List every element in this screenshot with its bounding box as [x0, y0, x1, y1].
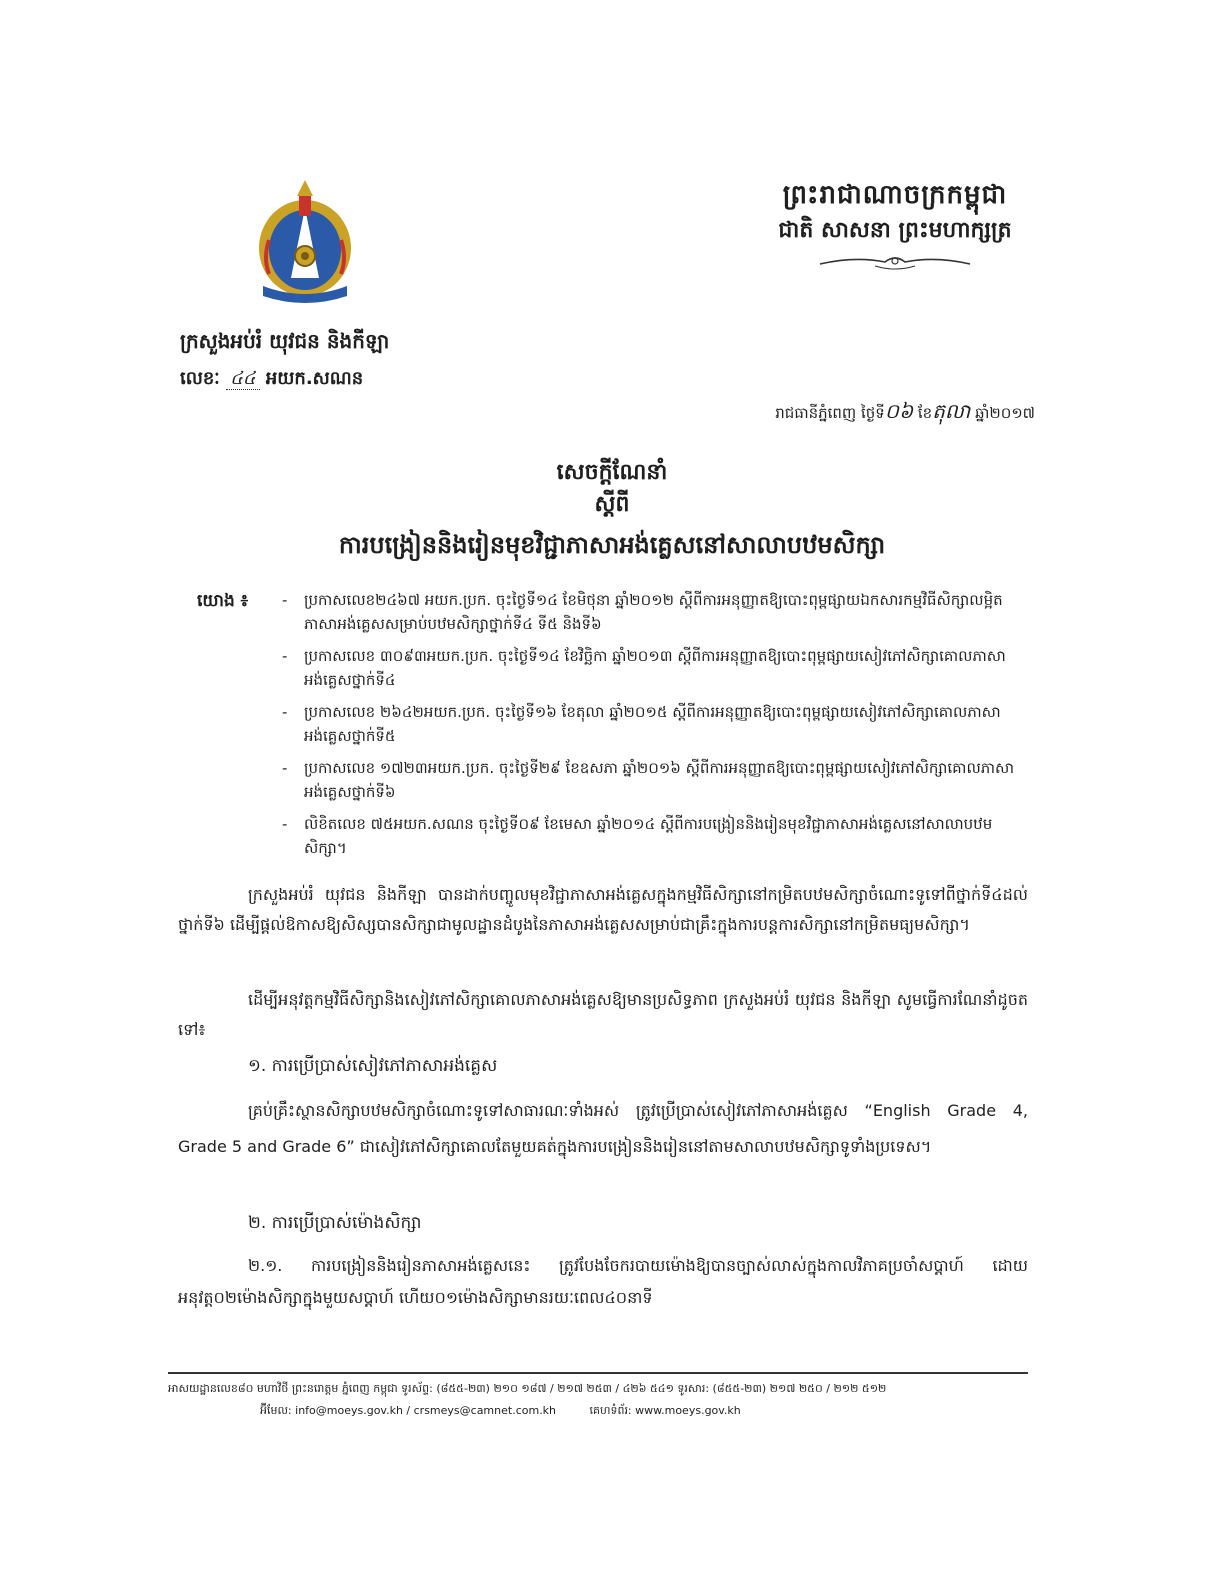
reference-item: - ប្រកាសលេខ ២៦៤២អយក.ប្រក. ចុះថ្ងៃទី១៦ ខែតុលា ឆ្នាំ២០១៥ ស្តីពីការអនុញ្ញាតឱ្យបោះពុម្ពផ្សាយសៀវភៅសិក្សាគោលភាសាអង់គ្លេសថ្នាក់ទី៥	[282, 700, 1032, 748]
footer-email: អ៊ីមែល: info@moeys.gov.kh / crsmeys@camnet.com.kh	[260, 1404, 557, 1417]
document-title-about: ស្តីពី	[594, 492, 630, 517]
ref-label: លេខៈ	[180, 368, 220, 389]
footer-contact	[260, 1404, 741, 1420]
ministry-emblem-logo	[255, 178, 355, 304]
footer-divider	[168, 1372, 1028, 1374]
date-prefix: រាជធានីភ្នំពេញ ថ្ងៃទី	[775, 404, 885, 422]
whereas-label: យោង ៖	[197, 591, 249, 611]
ornament-divider	[815, 250, 975, 274]
reference-item: - ប្រកាសលេខ ៣០៩៣អយក.ប្រក. ចុះថ្ងៃទី១៤ ខែវិច្ឆិកា ឆ្នាំ២០១៣ ស្តីពីការអនុញ្ញាតឱ្យបោះពុម្ពផ្សាយសៀវភៅសិក្សាគោលភាសាអង់គ្លេសថ្នាក់ទី៤	[282, 644, 1032, 692]
date-month-label: ខែ	[917, 404, 933, 422]
footer-address: អាសយដ្ឋានលេខ៨០ មហាវិថី ព្រះនរោត្តម ភ្នំពេញ កម្ពុជា ទូរស័ព្ទ: (៨៥៥-២៣) ២១០ ១៨៧ / ២១៧ ២៥៣ / ៤២៦ ៥៤១ ទូរសារ: (៨៥៥-២៣) ២១៧ ២៥០ / ២១២ ៥១២	[168, 1382, 887, 1395]
ref-number: ៤៤	[226, 368, 260, 390]
section-2-heading: ២. ការប្រើប្រាស់ម៉ោងសិក្សា	[248, 1213, 422, 1233]
ministry-name: ក្រសួងអប់រំ យុវជន និងកីឡា	[180, 329, 390, 353]
section-2-1-text: ២.១. ការបង្រៀននិងរៀនភាសាអង់គ្លេសនេះ ត្រូវបែងចែករបាយម៉ោងឱ្យបានច្បាស់លាស់ក្នុងកាលវិភាគប្រចាំសប្តាហ៍ ដោយអនុវត្ត០២ម៉ោងសិក្សាក្នុងមួយសប្តាហ៍ ហើយ០១ម៉ោងសិក្សាមានរយៈពេល៤០នាទី	[178, 1256, 1028, 1307]
ref-suffix: អយក.សណន	[265, 368, 364, 389]
document-subject: ការបង្រៀននិងរៀនមុខវិជ្ជាភាសាអង់គ្លេសនៅសាលាបឋមសិក្សា	[338, 531, 886, 559]
reference-item: - ប្រកាសលេខ ១៧២៣អយក.ប្រក. ចុះថ្ងៃទី២៩ ខែឧសភា ឆ្នាំ២០១៦ ស្តីពីការអនុញ្ញាតឱ្យបោះពុម្ពផ្សាយសៀវភៅសិក្សាគោលភាសាអង់គ្លេសថ្នាក់ទី៦	[282, 756, 1032, 804]
body-paragraph-1: ក្រសួងអប់រំ យុវជន និងកីឡា បានដាក់បញ្ចូលមុខវិជ្ជាភាសាអង់គ្លេសក្នុងកម្មវិធីសិក្សានៅកម្រិតបឋមសិក្សាចំណោះទូទៅពីថ្នាក់ទី៤ដល់ថ្នាក់ទី៦ ដើម្បីផ្តល់ឱកាសឱ្យសិស្សបានសិក្សាជាមូលដ្ឋានដំបូងនៃភាសាអង់គ្លេសសម្រាប់ជាគ្រឹះក្នុងការបន្តការសិក្សានៅកម្រិតមធ្យមសិក្សា។	[178, 885, 1028, 934]
date-month: តុលា	[932, 399, 971, 423]
reference-list	[282, 588, 1032, 868]
date-line	[690, 398, 1035, 428]
national-motto: ជាតិ សាសនា ព្រះមហាក្សត្រ	[778, 217, 1012, 243]
reference-item: - លិខិតលេខ ៧៥អយក.សណន ចុះថ្ងៃទី០៩ ខែមេសា ឆ្នាំ២០១៤ ស្តីពីការបង្រៀននិងរៀនមុខវិជ្ជាភាសាអង់គ្លេសនៅសាលាបឋមសិក្សា។	[282, 812, 1032, 860]
footer-website: គេហទំព័រ: www.moeys.gov.kh	[589, 1404, 741, 1417]
date-year: ឆ្នាំ២០១៧	[975, 404, 1035, 422]
kingdom-title: ព្រះរាជាណាចក្រកម្ពុជា	[782, 180, 1008, 210]
document-title: សេចក្តីណែនាំ	[556, 460, 668, 485]
section-1-text: គ្រប់គ្រឹះស្ថានសិក្សាបឋមសិក្សាចំណោះទូទៅសាធារណៈទាំងអស់ ត្រូវប្រើប្រាស់សៀវភៅភាសាអង់គ្លេស “English Grade 4, Grade 5 and Grade 6” ជាសៀវភៅសិក្សាគោលតែមួយគត់ក្នុងការបង្រៀននិងរៀននៅតាមសាលាបឋមសិក្សាទូទាំងប្រទេស។	[178, 1101, 1028, 1156]
section-1-heading: ១. ការប្រើប្រាស់សៀវភៅភាសាអង់គ្លេស	[248, 1056, 498, 1076]
reference-item: - ប្រកាសលេខ២៤៦៧ អយក.ប្រក. ចុះថ្ងៃទី១៤ ខែមិថុនា ឆ្នាំ២០១២ ស្តីពីការអនុញ្ញាតឱ្យបោះពុម្ពផ្សាយឯកសារកម្មវិធីសិក្សាលម្អិតភាសាអង់គ្លេសសម្រាប់បឋមសិក្សាថ្នាក់ទី៤ ទី៥ និងទី៦	[282, 588, 1032, 636]
date-day: ០៦	[884, 399, 914, 423]
reference-number	[180, 366, 363, 393]
body-paragraph-2: ដើម្បីអនុវត្តកម្មវិធីសិក្សានិងសៀវភៅសិក្សាគោលភាសាអង់គ្លេសឱ្យមានប្រសិទ្ធភាព ក្រសួងអប់រំ យុវជន និងកីឡា សូមធ្វើការណែនាំដូចតទៅ៖	[178, 990, 1028, 1039]
